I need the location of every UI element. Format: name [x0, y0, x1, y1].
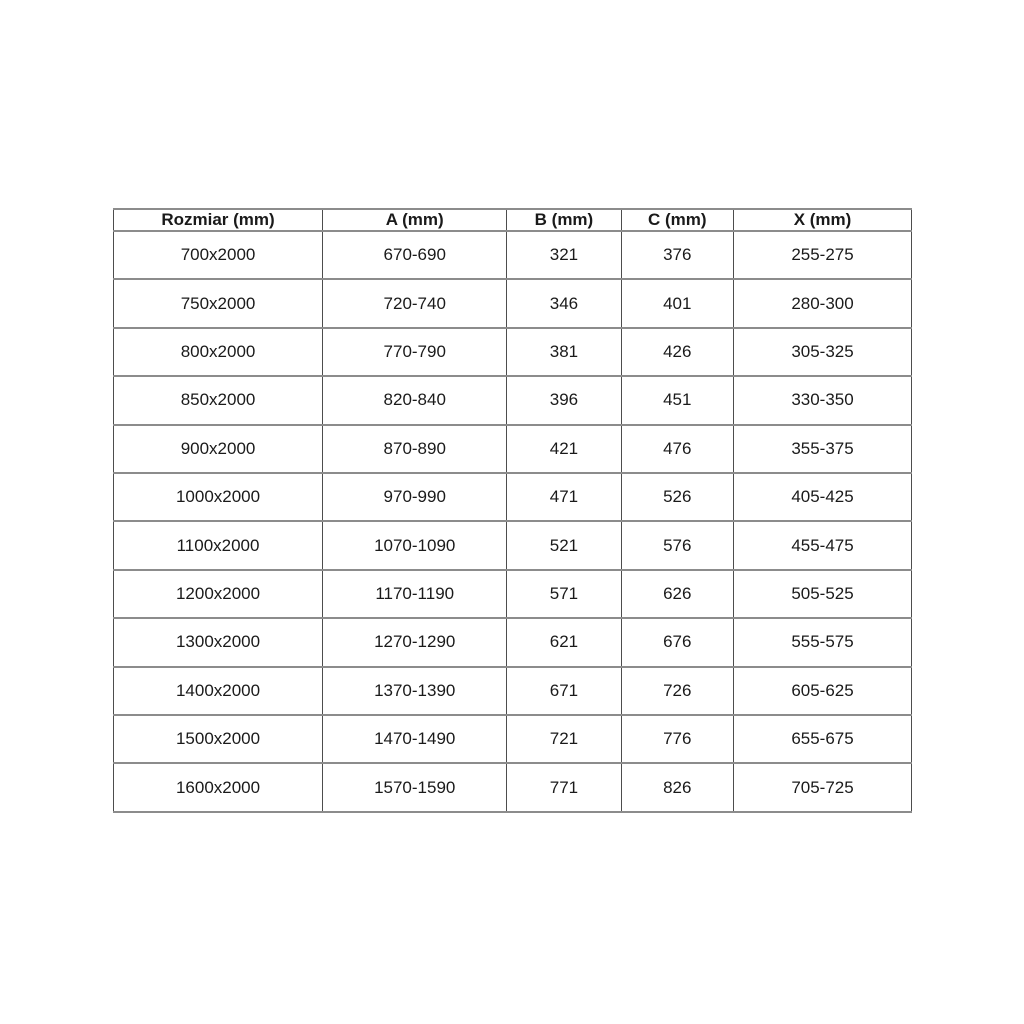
- table-cell: 1500x2000: [114, 715, 323, 763]
- table-cell: 1270-1290: [323, 618, 507, 666]
- dimension-table: [113, 208, 912, 813]
- table-cell: 1070-1090: [323, 521, 507, 569]
- table-cell: 1170-1190: [323, 570, 507, 618]
- column-header: A (mm): [323, 209, 507, 231]
- table-cell: 381: [507, 328, 621, 376]
- table-row: [114, 763, 912, 812]
- table-cell: 750x2000: [114, 279, 323, 327]
- table-cell: 800x2000: [114, 328, 323, 376]
- table-cell: 505-525: [734, 570, 912, 618]
- table-cell: 771: [507, 763, 621, 812]
- table-cell: 1300x2000: [114, 618, 323, 666]
- table-cell: 826: [621, 763, 734, 812]
- table-cell: 455-475: [734, 521, 912, 569]
- table-cell: 671: [507, 667, 621, 715]
- table-cell: 396: [507, 376, 621, 424]
- table-cell: 426: [621, 328, 734, 376]
- table-cell: 1570-1590: [323, 763, 507, 812]
- table-cell: 451: [621, 376, 734, 424]
- column-header: B (mm): [507, 209, 621, 231]
- table-cell: 405-425: [734, 473, 912, 521]
- table-cell: 1600x2000: [114, 763, 323, 812]
- table-cell: 471: [507, 473, 621, 521]
- table-cell: 280-300: [734, 279, 912, 327]
- table-cell: 626: [621, 570, 734, 618]
- table-cell: 820-840: [323, 376, 507, 424]
- table-cell: 705-725: [734, 763, 912, 812]
- table-row: [114, 715, 912, 763]
- column-header: X (mm): [734, 209, 912, 231]
- table-cell: 605-625: [734, 667, 912, 715]
- table-cell: 305-325: [734, 328, 912, 376]
- table-cell: 700x2000: [114, 231, 323, 279]
- table-cell: 476: [621, 425, 734, 473]
- table-cell: 321: [507, 231, 621, 279]
- table-row: [114, 521, 912, 569]
- column-header: C (mm): [621, 209, 734, 231]
- table-cell: 355-375: [734, 425, 912, 473]
- table-cell: 1470-1490: [323, 715, 507, 763]
- table-cell: 571: [507, 570, 621, 618]
- table-cell: 555-575: [734, 618, 912, 666]
- table-row: [114, 425, 912, 473]
- table-cell: 255-275: [734, 231, 912, 279]
- table-cell: 726: [621, 667, 734, 715]
- table-cell: 670-690: [323, 231, 507, 279]
- table-cell: 576: [621, 521, 734, 569]
- table-row: [114, 473, 912, 521]
- table-cell: 770-790: [323, 328, 507, 376]
- table-cell: 330-350: [734, 376, 912, 424]
- table-cell: 376: [621, 231, 734, 279]
- table-cell: 1400x2000: [114, 667, 323, 715]
- column-header: Rozmiar (mm): [114, 209, 323, 231]
- table-cell: 1370-1390: [323, 667, 507, 715]
- table-row: [114, 618, 912, 666]
- table-cell: 1200x2000: [114, 570, 323, 618]
- table-cell: 970-990: [323, 473, 507, 521]
- table-cell: 1100x2000: [114, 521, 323, 569]
- table-cell: 676: [621, 618, 734, 666]
- table-cell: 521: [507, 521, 621, 569]
- table-cell: 870-890: [323, 425, 507, 473]
- table-row: [114, 231, 912, 279]
- table-cell: 621: [507, 618, 621, 666]
- table-cell: 421: [507, 425, 621, 473]
- table-cell: 526: [621, 473, 734, 521]
- table-row: [114, 667, 912, 715]
- table-cell: 720-740: [323, 279, 507, 327]
- table-row: [114, 570, 912, 618]
- table-body: [114, 231, 912, 812]
- header-row: [114, 209, 912, 231]
- table-row: [114, 328, 912, 376]
- table-cell: 1000x2000: [114, 473, 323, 521]
- table-row: [114, 279, 912, 327]
- dimension-table-container: [113, 208, 912, 813]
- table-cell: 776: [621, 715, 734, 763]
- table-cell: 401: [621, 279, 734, 327]
- table-cell: 346: [507, 279, 621, 327]
- table-row: [114, 376, 912, 424]
- table-cell: 900x2000: [114, 425, 323, 473]
- table-cell: 850x2000: [114, 376, 323, 424]
- table-cell: 655-675: [734, 715, 912, 763]
- table-cell: 721: [507, 715, 621, 763]
